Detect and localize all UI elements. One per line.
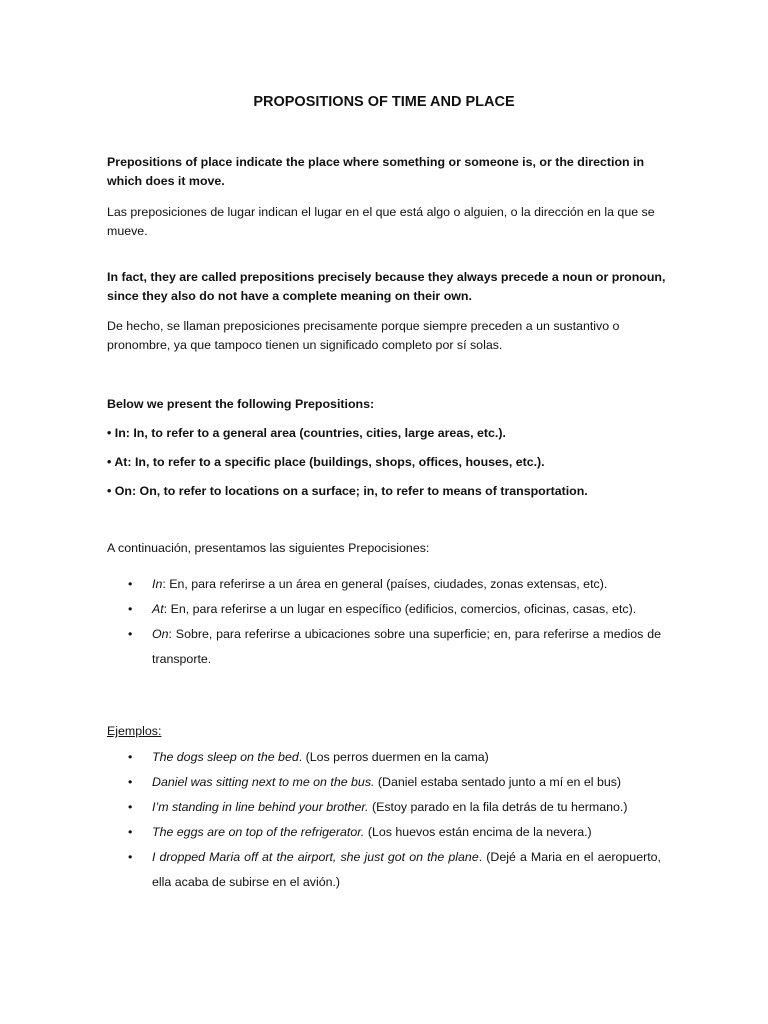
list-item: • Daniel was sitting next to me on the bus. (Daniel estaba sentado junto a mí en el bus) bbox=[128, 770, 661, 795]
list-item: • The eggs are on top of the refrigerator. (Los huevos están encima de la nevera.) bbox=[128, 820, 661, 845]
document-title: PROPOSITIONS OF TIME AND PLACE bbox=[253, 94, 515, 110]
bullet-icon: • bbox=[128, 850, 133, 864]
list-item: • I’m standing in line behind your brother. (Estoy parado en la fila detrás de tu hermano.) bbox=[128, 795, 661, 820]
paragraph-1-english: Prepositions of place indicate the place where something or someone is, or the direction in which does it move. bbox=[107, 155, 645, 188]
paragraph-1-spanish: Las preposiciones de lugar indican el lugar en el que está algo o alguien, o la dirección en la que se mueve. bbox=[107, 205, 655, 238]
bullet-icon: • bbox=[128, 825, 133, 839]
spanish-prepositions-list bbox=[128, 572, 661, 672]
continuacion-line: A continuación, presentamos las siguientes Prepocisiones: bbox=[107, 541, 430, 555]
paragraph-2-english: In fact, they are called prepositions precisely because they always precede a noun or pronoun, since they also do not have a complete meaning on their own. bbox=[107, 270, 666, 303]
examples-list bbox=[128, 745, 661, 895]
english-bullet-on: • On: On, to refer to locations on a surface; in, to refer to means of transportation. bbox=[107, 484, 588, 498]
list-item: • I dropped Maria off at the airport, she just got on the plane. (Dejé a Maria en el aeropuerto, ella acaba de subirse en el avión.) bbox=[128, 845, 661, 895]
examples-heading: Ejemplos: bbox=[107, 724, 162, 738]
bullet-icon: • bbox=[128, 800, 133, 814]
bullet-icon: • bbox=[128, 750, 133, 764]
bullet-icon: • bbox=[128, 775, 133, 789]
list-item: • On: Sobre, para referirse a ubicaciones sobre una superficie; en, para referirse a medios de transporte. bbox=[128, 622, 661, 672]
english-bullet-in: • In: In, to refer to a general area (countries, cities, large areas, etc.). bbox=[107, 426, 506, 440]
bullet-icon: • bbox=[128, 577, 133, 591]
english-bullet-at: • At: In, to refer to a specific place (buildings, shops, offices, houses, etc.). bbox=[107, 455, 545, 469]
bullet-icon: • bbox=[128, 602, 133, 616]
paragraph-2-spanish: De hecho, se llaman preposiciones precisamente porque siempre preceden a un sustantivo o pronombre, ya que tampoco tienen un significado completo por sí solas. bbox=[107, 319, 620, 352]
bullet-icon: • bbox=[128, 627, 133, 641]
list-item: • In: En, para referirse a un área en general (países, ciudades, zonas extensas, etc). bbox=[128, 572, 661, 597]
list-item: • The dogs sleep on the bed. (Los perros duermen en la cama) bbox=[128, 745, 661, 770]
prepositions-intro: Below we present the following Prepositions: bbox=[107, 397, 375, 411]
list-item: • At: En, para referirse a un lugar en específico (edificios, comercios, oficinas, casas, etc). bbox=[128, 597, 661, 622]
